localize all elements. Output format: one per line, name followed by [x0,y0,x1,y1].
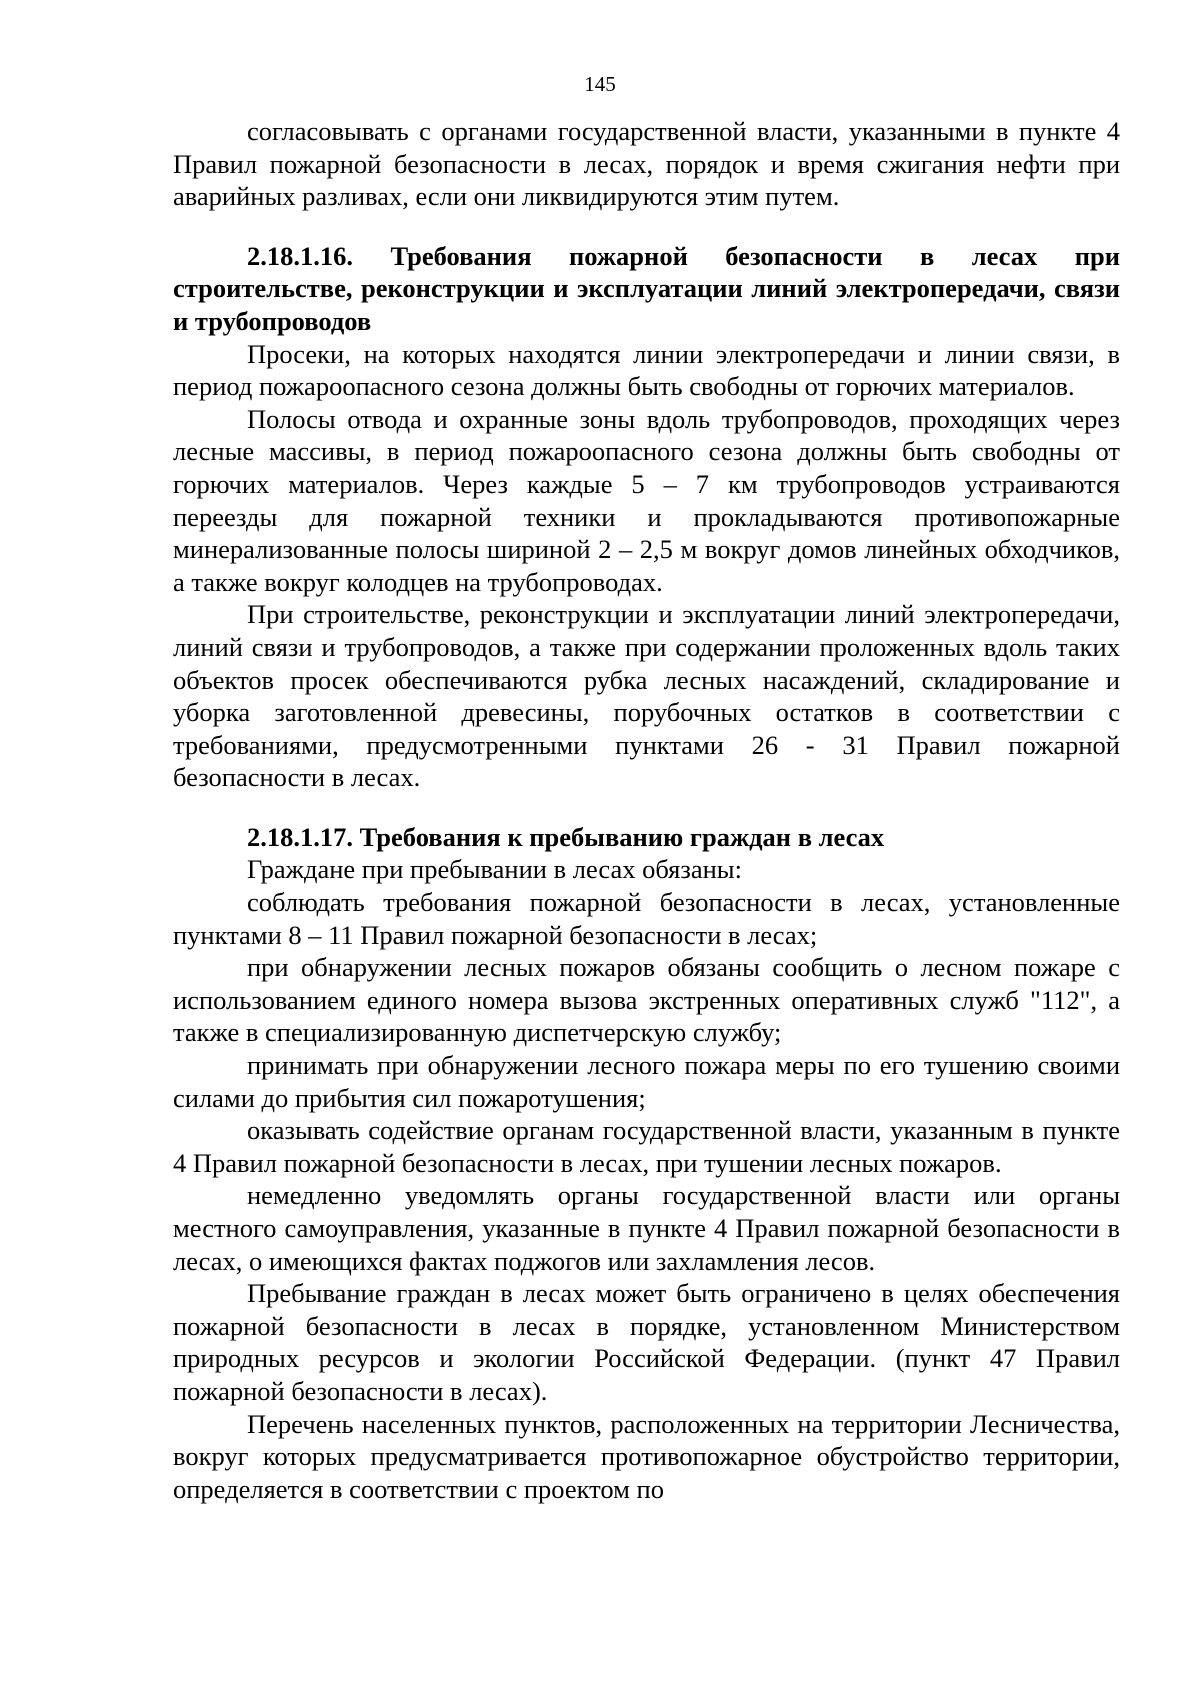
page-number: 145 [584,72,616,96]
section-17-paragraph-4: принимать при обнаружении лесного пожара меры по его тушению своими силами до прибытия сил пожаротушения; [173,1050,1120,1113]
document-body [173,115,1120,1505]
section-heading-2-18-1-17: 2.18.1.17. Требования к пребыванию граждан в лесах [247,821,885,852]
section-gap [173,213,1120,240]
section-16-paragraph-2: Полосы отвода и охранные зоны вдоль трубопроводов, проходящих через лесные массивы, в период пожароопасного сезона должны быть свободны от горючих материалов. Через каждые 5 – 7 км трубопроводов устраиваются переезды для пожарной техники и прокладываются противопожарные минерализованные полосы шириной 2 – 2,5 м вокруг домов линейных обходчиков, а также вокруг колодцев на трубопроводах. [173,403,1120,597]
section-heading-2-18-1-16: 2.18.1.16. Требования пожарной безопасности в лесах при строительстве, реконструкции и эксплуатации линий электропередачи, связи и трубопроводов [173,240,1120,336]
section-17-paragraph-6: немедленно уведомлять органы государственной власти или органы местного самоуправления, указанные в пункте 4 Правил пожарной безопасности в лесах, о имеющихся фактах поджогов или захламления лесов. [173,1180,1120,1276]
section-17-paragraph-1: Граждане при пребывании в лесах обязаны: [247,854,742,885]
section-16-paragraph-1: Просеки, на которых находятся линии электропередачи и линии связи, в период пожароопасного сезона должны быть свободны от горючих материалов. [173,338,1120,402]
section-17-paragraph-7: Пребывание граждан в лесах может быть ограничено в целях обеспечения пожарной безопасности в лесах в порядке, установленном Министерством природных ресурсов и экологии Российской Федерации. (пункт 47 Правил пожарной безопасности в лесах). [173,1278,1120,1406]
section-gap [173,794,1120,821]
section-17-paragraph-3: при обнаружении лесных пожаров обязаны сообщить о лесном пожаре с использованием единого номера вызова экстренных оперативных служб "112", а также в специализированную диспетчерскую службу; [173,952,1120,1048]
intro-paragraph: согласовывать с органами государственной власти, указанными в пункте 4 Правил пожарной безопасности в лесах, порядок и время сжигания нефти при аварийных разливах, если они ликвидируются этим путем. [173,116,1120,212]
section-17-paragraph-5: оказывать содействие органам государственной власти, указанным в пункте 4 Правил пожарной безопасности в лесах, при тушении лесных пожаров. [173,1115,1120,1178]
section-17-paragraph-8: Перечень населенных пунктов, расположенных на территории Лесничества, вокруг которых предусматривается противопожарное обустройство территории, определяется в соответствии с проектом по [173,1408,1120,1504]
section-16-paragraph-3: При строительстве, реконструкции и эксплуатации линий электропередачи, линий связи и трубопроводов, а также при содержании проложенных вдоль таких объектов просек обеспечиваются рубка лесных насаждений, складирование и уборка заготовленной древесины, порубочных остатков в соответствии с требованиями, предусмотренными пунктами 26 - 31 Правил пожарной безопасности в лесах. [173,599,1120,793]
section-17-paragraph-2: соблюдать требования пожарной безопасности в лесах, установленные пунктами 8 – 11 Правил пожарной безопасности в лесах; [173,887,1120,950]
